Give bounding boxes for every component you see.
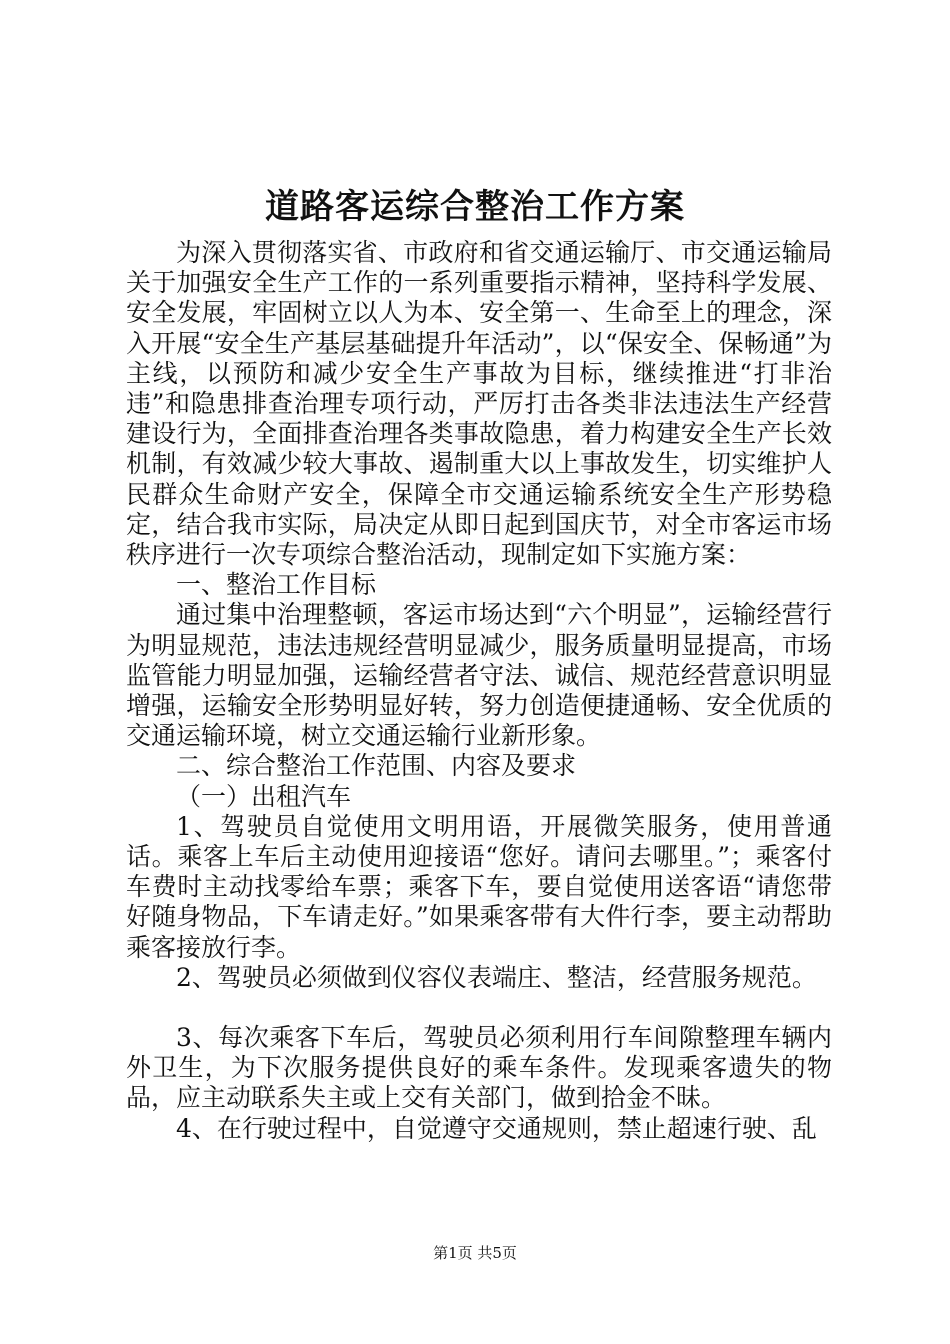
page-number: 第1页 共5页 <box>433 1244 517 1262</box>
subsection-heading-taxi: （一）出租汽车 <box>176 781 352 811</box>
list-item-2: 2、驾驶员必须做到仪容仪表端庄、整洁，经营服务规范。 <box>176 962 817 992</box>
list-item-3: 3、每次乘客下车后，驾驶员必须利用行车间隙整理车辆内外卫生，为下次服务提供良好的乘车条件。发现乘客遗失的物品，应主动联系失主或上交有关部门，做到拾金不昧。 <box>126 1023 832 1113</box>
document-body <box>126 238 832 1144</box>
section-heading-scope: 二、综合整治工作范围、内容及要求 <box>176 751 577 781</box>
list-item-4: 4、在行驶过程中，自觉遵守交通规则，禁止超速行驶、乱 <box>176 1113 817 1143</box>
paragraph-goals: 通过集中治理整顿，客运市场达到“六个明显”，运输经营行为明显规范，违法违规经营明显减少，服务质量明显提高，市场监管能力明显加强，运输经营者守法、诚信、规范经营意识明显增强，运输安全形势明显好转，努力创造便捷通畅、安全优质的交通运输环境，树立交通运输行业新形象。 <box>126 600 832 751</box>
section-heading-goals: 一、整治工作目标 <box>176 570 377 600</box>
list-item-1: 1、驾驶员自觉使用文明用语，开展微笑服务，使用普通话。乘客上车后主动使用迎接语“您好。请问去哪里。”；乘客付车费时主动找零给车票；乘客下车，要自觉使用送客语“请您带好随身物品，下车请走好。”如果乘客带有大件行李，要主动帮助乘客接放行李。 <box>126 811 832 962</box>
paragraph-intro: 为深入贯彻落实省、市政府和省交通运输厅、市交通运输局关于加强安全生产工作的一系列重要指示精神，坚持科学发展、安全发展，牢固树立以人为本、安全第一、生命至上的理念，深入开展“安全生产基层基础提升年活动”，以“保安全、保畅通”为主线，以预防和减少安全生产事故为目标，继续推进“打非治违”和隐患排查治理专项行动，严厉打击各类非法违法生产经营建设行为，全面排查治理各类事故隐患，着力构建安全生产长效机制，有效减少较大事故、遏制重大以上事故发生，切实维护人民群众生命财产安全，保障全市交通运输系统安全生产形势稳定，结合我市实际，局决定从即日起到国庆节，对全市客运市场秩序进行一次专项综合整治活动，现制定如下实施方案： <box>126 238 832 570</box>
document-title: 道路客运综合整治工作方案 <box>265 187 685 227</box>
